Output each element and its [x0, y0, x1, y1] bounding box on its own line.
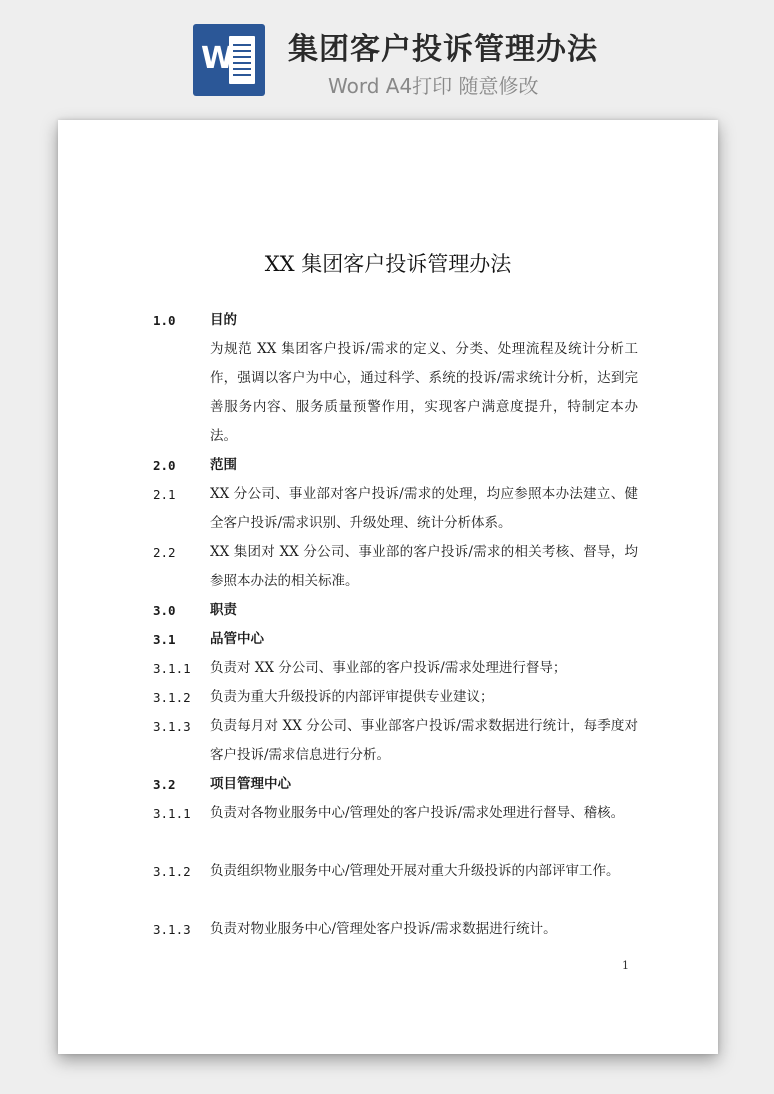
- section-number: 2.2: [153, 545, 176, 560]
- document-page: [58, 120, 718, 1054]
- section-number: 2.1: [153, 487, 176, 502]
- section-text: 负责为重大升级投诉的内部评审提供专业建议；: [210, 689, 494, 705]
- section-number: 3.1: [153, 632, 176, 647]
- header-banner: [0, 0, 774, 110]
- section-text: 目的: [210, 312, 237, 328]
- section-number: 2.0: [153, 458, 176, 473]
- section-number: 3.1.3: [153, 719, 191, 734]
- section-number: 3.1.2: [153, 690, 191, 705]
- word-icon-letter: W: [201, 41, 235, 76]
- section-text: XX 分公司、事业部对客户投诉/需求的处理，均应参照本办法建立、健全客户投诉/需求识别、升级处理、统计分析体系。: [210, 486, 638, 531]
- section-number: 3.1.2: [153, 864, 191, 879]
- banner-title: 集团客户投诉管理办法: [288, 32, 598, 67]
- section-text: 职责: [210, 602, 237, 618]
- section-number: 3.1.1: [153, 661, 191, 676]
- section-text: 负责对 XX 分公司、事业部的客户投诉/需求处理进行督导；: [210, 660, 567, 676]
- section-text: 项目管理中心: [210, 776, 291, 792]
- word-document-icon: [193, 24, 265, 96]
- section-text: 负责对物业服务中心/管理处客户投诉/需求数据进行统计。: [210, 921, 557, 937]
- section-text: 负责每月对 XX 分公司、事业部客户投诉/需求数据进行统计，每季度对客户投诉/需求信息进行分析。: [210, 718, 638, 763]
- document-title: XX 集团客户投诉管理办法: [264, 252, 512, 276]
- banner-subtitle: Word A4打印 随意修改: [328, 74, 539, 98]
- section-text: 负责对各物业服务中心/管理处的客户投诉/需求处理进行督导、稽核。: [210, 805, 625, 821]
- section-number: 3.1.1: [153, 806, 191, 821]
- section-number: 1.0: [153, 313, 176, 328]
- section-number: 3.2: [153, 777, 176, 792]
- section-text: 范围: [210, 457, 237, 473]
- section-text: 品管中心: [210, 631, 264, 647]
- page-number: 1: [622, 959, 629, 972]
- section-number: 3.1.3: [153, 922, 191, 937]
- section-text: XX 集团对 XX 分公司、事业部的客户投诉/需求的相关考核、督导，均参照本办法的相关标准。: [210, 544, 638, 589]
- section-text: 为规范 XX 集团客户投诉/需求的定义、分类、处理流程及统计分析工作，强调以客户为中心，通过科学、系统的投诉/需求统计分析，达到完善服务内容、服务质量预警作用，实现客户满意度提升，特制定本办法。: [210, 341, 638, 444]
- section-text: 负责组织物业服务中心/管理处开展对重大升级投诉的内部评审工作。: [210, 863, 620, 879]
- section-number: 3.0: [153, 603, 176, 618]
